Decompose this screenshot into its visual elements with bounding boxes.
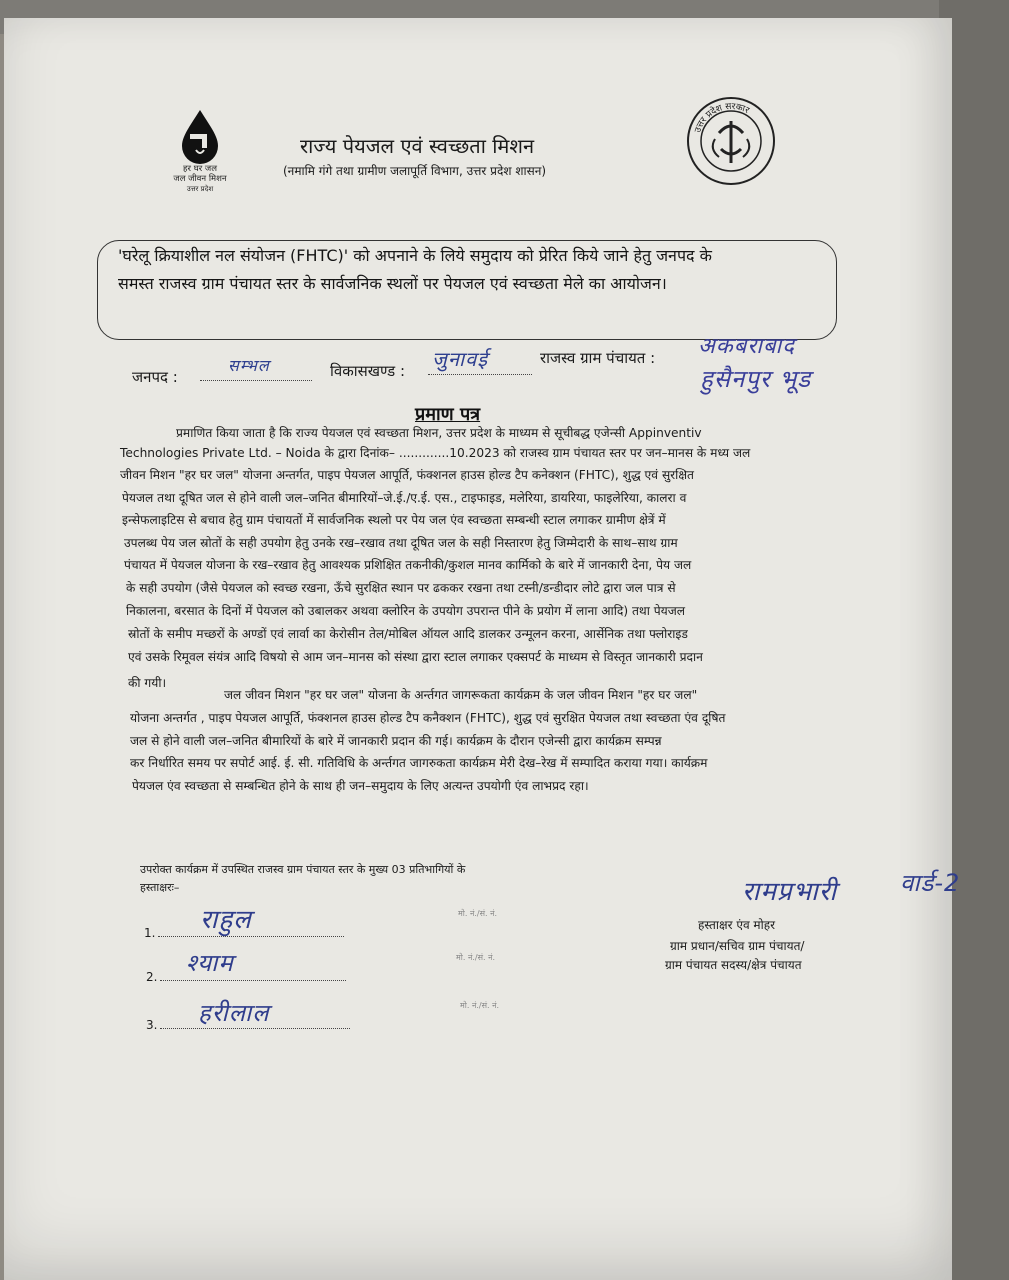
body-line-12: की गयी। — [128, 676, 167, 690]
district-label: जनपद : — [132, 368, 178, 386]
body-line-10: स्रोतों के समीप मच्छरों के अण्डों एवं लार्वा का केरोसीन तेल/मोबिल ऑयल आदि डालकर उन्मूलन करना, आर्सेनिक तथा फ्लोराइड — [128, 627, 688, 641]
body-line-3: जीवन मिशन "हर घर जल" योजना अन्तर्गत, पाइप पेयजल आपूर्ति, फंक्शनल हाउस होल्ड टैप कनेक्शन (FHTC), शुद्ध एवं सुरक्षित — [120, 468, 695, 482]
block-dots — [428, 372, 532, 375]
body-line-13: जल जीवन मिशन "हर घर जल" योजना के अर्न्तगत जागरूकता कार्यक्रम के जल जीवन मिशन "हर घर जल" — [224, 688, 698, 702]
panchayat-label: राजस्व ग्राम पंचायत : — [540, 349, 656, 367]
logo-caption-1: हर घर जल — [183, 164, 217, 174]
body-line-2: Technologies Private Ltd. – Noida के द्वारा दिनांक– .............10.2023 को राजस्व ग्राम पंचायत स्तर पर जन–मानस के मध्य जल — [120, 446, 751, 460]
participant-2-number: 2. — [146, 970, 158, 984]
banner-line-2: समस्त राजस्व ग्राम पंचायत स्तर के सार्वजनिक स्थलों पर पेयजल एवं स्वच्छता मेले का आयोजन। — [118, 274, 667, 293]
panchayat-value-2: हुसैनपुर भूड — [700, 365, 812, 393]
district-dots — [200, 378, 312, 381]
participant-2-signature: श्याम — [186, 949, 234, 977]
panchayat-value-1: अकबराबाद — [698, 334, 795, 359]
participants-intro-1: उपरोक्त कार्यक्रम में उपस्थित राजस्व ग्राम पंचायत स्तर के मुख्य 03 प्रतिभागियों के — [140, 863, 466, 876]
body-line-15: जल से होने वाली जल–जनित बीमारियों के बारे में जानकारी प्रदान की गई। कार्यक्रम के दौरान एजेन्सी द्वारा कार्यक्रम सम्पन्न — [130, 734, 662, 748]
mission-subtitle: (नमामि गंगे तथा ग्रामीण जलापूर्ति विभाग, उत्तर प्रदेश शासन) — [283, 164, 547, 178]
body-line-14: योजना अन्तर्गत , पाइप पेयजल आपूर्ति, फंक्शनल हाउस होल्ड टैप कनैक्शन (FHTC), शुद्ध एवं सुरक्षित पेयजल तथा स्वच्छता एंव दूषित — [130, 711, 726, 725]
emblem-text: उत्तर प्रदेश सरकार — [693, 101, 751, 135]
block-value: जुनावई — [432, 347, 489, 371]
participant-1-number: 1. — [144, 926, 156, 940]
participant-3-signature: हरीलाल — [198, 999, 270, 1027]
ward-number: वार्ड-2 — [900, 869, 961, 897]
logo-caption-2: जल जीवन मिशन — [173, 174, 227, 184]
up-government-emblem — [685, 95, 777, 187]
participant-1-signature: राहुल — [200, 905, 252, 935]
har-ghar-jal-logo — [160, 108, 240, 218]
pradhan-signature: रामप्रभारी — [742, 877, 838, 907]
body-line-9: निकालना, बरसात के दिनों में पेयजल को उबालकर अथवा क्लोरिन के उपयोग उपरान्त पीने के प्रयोग में लाना आदि) तथा पेयजल — [126, 604, 686, 618]
body-line-5: इन्सेफलाइटिस से बचाव हेतु ग्राम पंचायतों में सार्वजनिक स्थलो पर पेय जल एंव स्वच्छता सम्बन्धी स्टाल लगाकर ग्रामीण क्षेत्रें में — [122, 513, 666, 527]
participant-2-mobile-label: मो. नं./सं. नं. — [456, 953, 496, 962]
block-label: विकासखण्ड : — [330, 362, 406, 380]
water-drop-icon — [176, 108, 224, 164]
body-line-6: उपलब्ध पेय जल स्रोतों के सही उपयोग हेतु उनके रख–रखाव तथा दूषित जल के सही निस्तारण हेतु जिम्मेदारी के साथ–साथ ग्राम — [124, 536, 678, 550]
body-line-4: पेयजल तथा दूषित जल से होने वाली जल–जनित बीमारियों–जे.ई./ए.ई. एस., टाइफाइड, मलेरिया, डायरिया, फाइलेरिया, कालरा व — [122, 491, 687, 505]
body-line-8: के सही उपयोग (जैसे पेयजल को स्वच्छ रखना, ऊँचे सुरक्षित स्थान पर ढककर रखना तथा टस्नी/डन्डीदार लोटे द्वारा जल पात्र से — [126, 581, 676, 595]
signature-role-2: ग्राम पंचायत सदस्य/क्षेत्र पंचायत — [665, 958, 802, 972]
body-line-17: पेयजल एंव स्वच्छता से सम्बन्धित होने के साथ ही जन–समुदाय के लिए अत्यन्त उपयोगी एंव लाभप्रद रहा। — [132, 779, 589, 793]
mission-title: राज्य पेयजल एवं स्वच्छता मिशन — [300, 134, 535, 158]
signature-role-1: ग्राम प्रधान/सचिव ग्राम पंचायत/ — [670, 939, 805, 953]
district-value: सम्भल — [228, 356, 270, 375]
body-line-16: कर निर्धारित समय पर सपोर्ट आई. ई. सी. गतिविधि के अर्न्तगत जागरुकता कार्यक्रम मेरी देख–रेख में सम्पादित कराया गया। कार्यक्रम — [130, 756, 708, 770]
logo-caption-3: उत्तर प्रदेश — [186, 185, 214, 193]
participant-3-mobile-label: मो. नं./सं. नं. — [460, 1001, 500, 1010]
banner-line-1: 'घरेलू क्रियाशील नल संयोजन (FHTC)' को अपनाने के लिये समुदाय को प्रेरित किये जाने हेतु जनपद के — [118, 246, 712, 265]
signature-seal-label: हस्ताक्षर एंव मोहर — [698, 918, 776, 932]
participants-intro-2: हस्ताक्षरः– — [140, 881, 180, 894]
certificate-title: प्रमाण पत्र — [415, 404, 481, 425]
participant-3-number: 3. — [146, 1018, 158, 1032]
body-line-11: एवं उसके रिमूवल संयंत्र आदि विषयो से आम जन–मानस को संस्था द्वारा स्टाल लगाकर एक्सपर्ट के माध्यम से विस्तृत जानकारी प्रदान — [128, 650, 703, 664]
body-line-7: पंचायत में पेयजल योजना के रख–रखाव हेतु आवश्यक प्रशिक्षित तकनीकी/कुशल मानव कार्मिको के बारे में जानकारी देना, पेय जल — [124, 558, 692, 572]
body-line-1: प्रमाणित किया जाता है कि राज्य पेयजल एवं स्वच्छता मिशन, उत्तर प्रदेश के माध्यम से सूचीबद्ध एजेन्सी Appinventiv — [176, 426, 702, 440]
participant-1-mobile-label: मो. नं./सं. नं. — [458, 909, 498, 918]
